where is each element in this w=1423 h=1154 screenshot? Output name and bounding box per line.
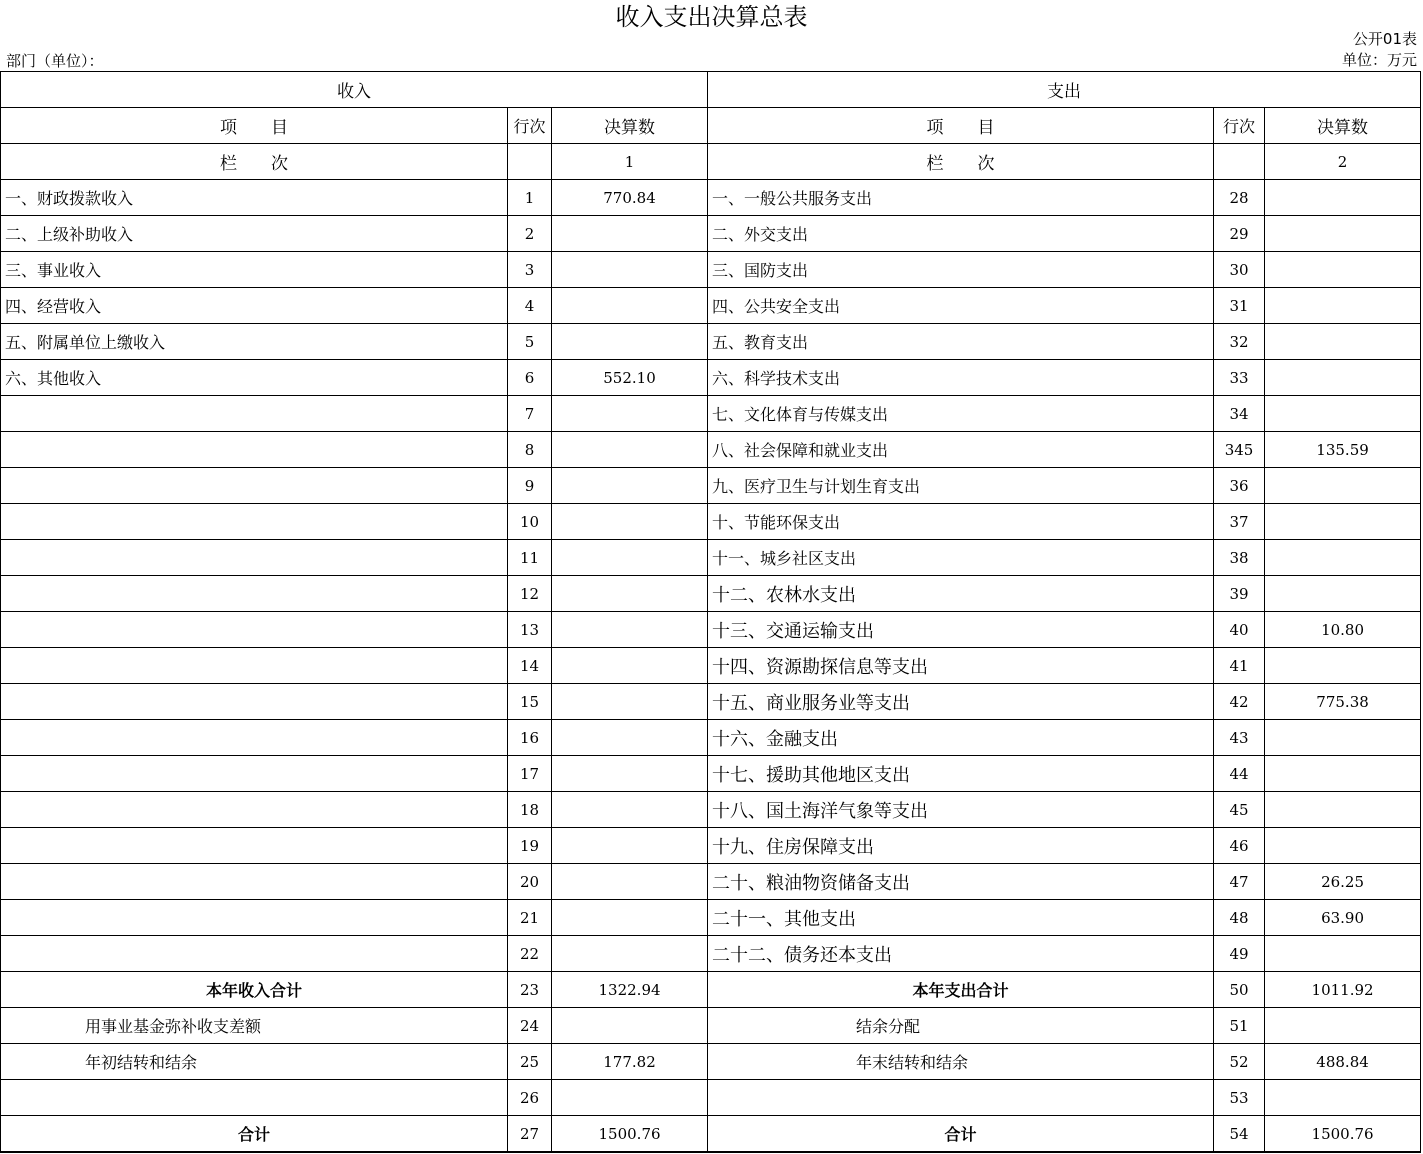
expense-row-number: 34	[1214, 396, 1265, 432]
income-amount	[552, 1008, 708, 1044]
table-row	[1, 540, 1421, 576]
expense-row-number: 36	[1214, 468, 1265, 504]
income-amount	[552, 900, 708, 936]
table-row	[1, 792, 1421, 828]
income-amount	[552, 684, 708, 720]
department-label: 部门（单位）：	[6, 52, 104, 70]
table-row	[1, 252, 1421, 288]
summary-row	[1, 972, 1421, 1008]
report-title: 收入支出决算总表	[615, 3, 808, 31]
income-item-header: 项 目	[1, 108, 508, 144]
expense-amount: 26.25	[1265, 864, 1421, 900]
income-amount: 552.10	[552, 360, 708, 396]
income-amount	[552, 324, 708, 360]
income-expense-table	[0, 71, 1421, 1153]
income-row-number: 9	[508, 468, 552, 504]
expense-amount-header: 决算数	[1265, 108, 1421, 144]
table-row	[1, 864, 1421, 900]
expense-amount	[1265, 792, 1421, 828]
expense-item-label: 十七、援助其他地区支出	[708, 756, 1214, 792]
section-header-row	[1, 72, 1421, 108]
income-item-label	[1, 612, 508, 648]
expense-amount	[1265, 1008, 1421, 1044]
income-row-number: 13	[508, 612, 552, 648]
income-amount	[552, 216, 708, 252]
income-summary-label	[1, 1080, 508, 1116]
income-item-label: 二、上级补助收入	[1, 216, 508, 252]
expense-amount: 1500.76	[1265, 1116, 1421, 1153]
table-row	[1, 684, 1421, 720]
income-row-number: 20	[508, 864, 552, 900]
expense-amount	[1265, 936, 1421, 972]
expense-row-number: 51	[1214, 1008, 1265, 1044]
table-row	[1, 900, 1421, 936]
income-amount	[552, 792, 708, 828]
expense-summary-label	[708, 1080, 1214, 1116]
expense-amount	[1265, 468, 1421, 504]
expense-column-blank	[1214, 144, 1265, 180]
income-item-label: 一、财政拨款收入	[1, 180, 508, 216]
table-row	[1, 612, 1421, 648]
income-amount	[552, 1080, 708, 1116]
expense-amount	[1265, 756, 1421, 792]
expense-row-number: 40	[1214, 612, 1265, 648]
expense-item-label: 十三、交通运输支出	[708, 612, 1214, 648]
income-amount	[552, 720, 708, 756]
expense-item-label: 十五、商业服务业等支出	[708, 684, 1214, 720]
expense-item-label: 十八、国土海洋气象等支出	[708, 792, 1214, 828]
income-amount-header: 决算数	[552, 108, 708, 144]
income-row-number: 26	[508, 1080, 552, 1116]
income-row-number: 25	[508, 1044, 552, 1080]
expense-header: 支出	[708, 72, 1421, 108]
income-amount	[552, 288, 708, 324]
expense-row-number: 45	[1214, 792, 1265, 828]
income-amount: 177.82	[552, 1044, 708, 1080]
income-item-label: 四、经营收入	[1, 288, 508, 324]
form-number: 公开01表	[1352, 30, 1417, 48]
expense-row-number: 47	[1214, 864, 1265, 900]
expense-row-number: 49	[1214, 936, 1265, 972]
income-amount	[552, 612, 708, 648]
expense-item-label: 二、外交支出	[708, 216, 1214, 252]
income-row-number: 19	[508, 828, 552, 864]
expense-amount: 1011.92	[1265, 972, 1421, 1008]
income-item-label: 三、事业收入	[1, 252, 508, 288]
income-row-number: 12	[508, 576, 552, 612]
income-item-label	[1, 792, 508, 828]
income-row-number: 27	[508, 1116, 552, 1153]
summary-row	[1, 1044, 1421, 1080]
income-row-number: 6	[508, 360, 552, 396]
income-item-label: 五、附属单位上缴收入	[1, 324, 508, 360]
income-amount: 770.84	[552, 180, 708, 216]
table-row	[1, 576, 1421, 612]
income-row-number: 7	[508, 396, 552, 432]
expense-row-number: 52	[1214, 1044, 1265, 1080]
income-amount	[552, 936, 708, 972]
table-row	[1, 720, 1421, 756]
expense-row-number: 32	[1214, 324, 1265, 360]
expense-row-number: 46	[1214, 828, 1265, 864]
expense-amount	[1265, 720, 1421, 756]
expense-item-label: 一、一般公共服务支出	[708, 180, 1214, 216]
expense-item-label: 五、教育支出	[708, 324, 1214, 360]
expense-item-label: 九、医疗卫生与计划生育支出	[708, 468, 1214, 504]
expense-amount	[1265, 180, 1421, 216]
expense-item-label: 六、科学技术支出	[708, 360, 1214, 396]
income-row-number: 1	[508, 180, 552, 216]
income-amount	[552, 432, 708, 468]
expense-amount	[1265, 252, 1421, 288]
income-row-number: 4	[508, 288, 552, 324]
expense-row-number: 44	[1214, 756, 1265, 792]
expense-item-label: 四、公共安全支出	[708, 288, 1214, 324]
income-row-number: 3	[508, 252, 552, 288]
expense-row-number: 43	[1214, 720, 1265, 756]
expense-amount: 135.59	[1265, 432, 1421, 468]
expense-amount: 10.80	[1265, 612, 1421, 648]
income-column-blank	[508, 144, 552, 180]
income-row-no-header: 行次	[508, 108, 552, 144]
expense-row-no-header: 行次	[1214, 108, 1265, 144]
expense-amount	[1265, 648, 1421, 684]
expense-item-label: 二十二、债务还本支出	[708, 936, 1214, 972]
expense-amount	[1265, 360, 1421, 396]
table-row	[1, 324, 1421, 360]
expense-item-label: 二十一、其他支出	[708, 900, 1214, 936]
income-item-label	[1, 648, 508, 684]
income-row-number: 15	[508, 684, 552, 720]
income-amount	[552, 756, 708, 792]
expense-item-label: 八、社会保障和就业支出	[708, 432, 1214, 468]
expense-item-header: 项 目	[708, 108, 1214, 144]
expense-item-label: 三、国防支出	[708, 252, 1214, 288]
table-row	[1, 648, 1421, 684]
expense-item-label: 十四、资源勘探信息等支出	[708, 648, 1214, 684]
expense-item-label: 十二、农林水支出	[708, 576, 1214, 612]
expense-summary-label: 本年支出合计	[708, 972, 1214, 1008]
summary-row	[1, 1116, 1421, 1153]
expense-amount	[1265, 576, 1421, 612]
expense-column-number: 2	[1265, 144, 1421, 180]
table-row	[1, 468, 1421, 504]
expense-row-number: 50	[1214, 972, 1265, 1008]
summary-row	[1, 1080, 1421, 1116]
table-row	[1, 288, 1421, 324]
expense-row-number: 54	[1214, 1116, 1265, 1153]
table-row	[1, 180, 1421, 216]
expense-amount	[1265, 324, 1421, 360]
expense-amount	[1265, 396, 1421, 432]
expense-amount	[1265, 216, 1421, 252]
income-item-label	[1, 864, 508, 900]
income-amount	[552, 468, 708, 504]
income-amount	[552, 648, 708, 684]
table-row	[1, 360, 1421, 396]
expense-row-number: 42	[1214, 684, 1265, 720]
income-row-number: 21	[508, 900, 552, 936]
expense-row-number: 38	[1214, 540, 1265, 576]
income-column-number: 1	[552, 144, 708, 180]
expense-row-number: 53	[1214, 1080, 1265, 1116]
expense-row-number: 41	[1214, 648, 1265, 684]
expense-row-number: 30	[1214, 252, 1265, 288]
summary-row	[1, 1008, 1421, 1044]
unit-label: 单位：万元	[1341, 51, 1417, 69]
expense-item-label: 十一、城乡社区支出	[708, 540, 1214, 576]
income-amount	[552, 540, 708, 576]
expense-amount: 63.90	[1265, 900, 1421, 936]
income-header: 收入	[1, 72, 708, 108]
income-amount: 1500.76	[552, 1116, 708, 1153]
table-row	[1, 396, 1421, 432]
expense-row-number: 31	[1214, 288, 1265, 324]
income-item-label	[1, 576, 508, 612]
table-row	[1, 216, 1421, 252]
expense-row-number: 345	[1214, 432, 1265, 468]
income-row-number: 24	[508, 1008, 552, 1044]
expense-amount	[1265, 540, 1421, 576]
income-column-label: 栏 次	[1, 144, 508, 180]
expense-item-label: 二十、粮油物资储备支出	[708, 864, 1214, 900]
table-row	[1, 828, 1421, 864]
expense-amount: 488.84	[1265, 1044, 1421, 1080]
income-amount	[552, 828, 708, 864]
income-item-label	[1, 468, 508, 504]
expense-item-label: 十九、住房保障支出	[708, 828, 1214, 864]
income-item-label	[1, 540, 508, 576]
income-amount	[552, 252, 708, 288]
expense-item-label: 十、节能环保支出	[708, 504, 1214, 540]
income-row-number: 5	[508, 324, 552, 360]
income-amount: 1322.94	[552, 972, 708, 1008]
income-item-label: 六、其他收入	[1, 360, 508, 396]
income-row-number: 14	[508, 648, 552, 684]
income-item-label	[1, 900, 508, 936]
income-amount	[552, 504, 708, 540]
income-item-label	[1, 936, 508, 972]
income-amount	[552, 576, 708, 612]
income-row-number: 8	[508, 432, 552, 468]
expense-amount	[1265, 288, 1421, 324]
income-item-label	[1, 684, 508, 720]
income-row-number: 11	[508, 540, 552, 576]
income-row-number: 17	[508, 756, 552, 792]
expense-item-label: 十六、金融支出	[708, 720, 1214, 756]
expense-row-number: 28	[1214, 180, 1265, 216]
income-summary-label: 年初结转和结余	[1, 1044, 508, 1080]
expense-row-number: 33	[1214, 360, 1265, 396]
income-item-label	[1, 720, 508, 756]
income-row-number: 16	[508, 720, 552, 756]
income-item-label	[1, 432, 508, 468]
income-amount	[552, 864, 708, 900]
income-row-number: 23	[508, 972, 552, 1008]
table-row	[1, 756, 1421, 792]
expense-amount	[1265, 828, 1421, 864]
income-item-label	[1, 504, 508, 540]
table-row	[1, 432, 1421, 468]
income-item-label	[1, 756, 508, 792]
expense-row-number: 48	[1214, 900, 1265, 936]
income-amount	[552, 396, 708, 432]
income-summary-label: 本年收入合计	[1, 972, 508, 1008]
expense-summary-label: 合计	[708, 1116, 1214, 1153]
table-row	[1, 504, 1421, 540]
expense-item-label: 七、文化体育与传媒支出	[708, 396, 1214, 432]
expense-summary-label: 年末结转和结余	[708, 1044, 1214, 1080]
income-item-label	[1, 396, 508, 432]
expense-column-label: 栏 次	[708, 144, 1214, 180]
income-row-number: 18	[508, 792, 552, 828]
expense-row-number: 29	[1214, 216, 1265, 252]
income-row-number: 2	[508, 216, 552, 252]
column-header-row	[1, 108, 1421, 144]
expense-summary-label: 结余分配	[708, 1008, 1214, 1044]
expense-amount	[1265, 1080, 1421, 1116]
expense-row-number: 37	[1214, 504, 1265, 540]
income-summary-label: 用事业基金弥补收支差额	[1, 1008, 508, 1044]
income-summary-label: 合计	[1, 1116, 508, 1153]
income-row-number: 22	[508, 936, 552, 972]
column-index-row	[1, 144, 1421, 180]
expense-row-number: 39	[1214, 576, 1265, 612]
expense-amount: 775.38	[1265, 684, 1421, 720]
table-row	[1, 936, 1421, 972]
income-item-label	[1, 828, 508, 864]
expense-amount	[1265, 504, 1421, 540]
income-row-number: 10	[508, 504, 552, 540]
